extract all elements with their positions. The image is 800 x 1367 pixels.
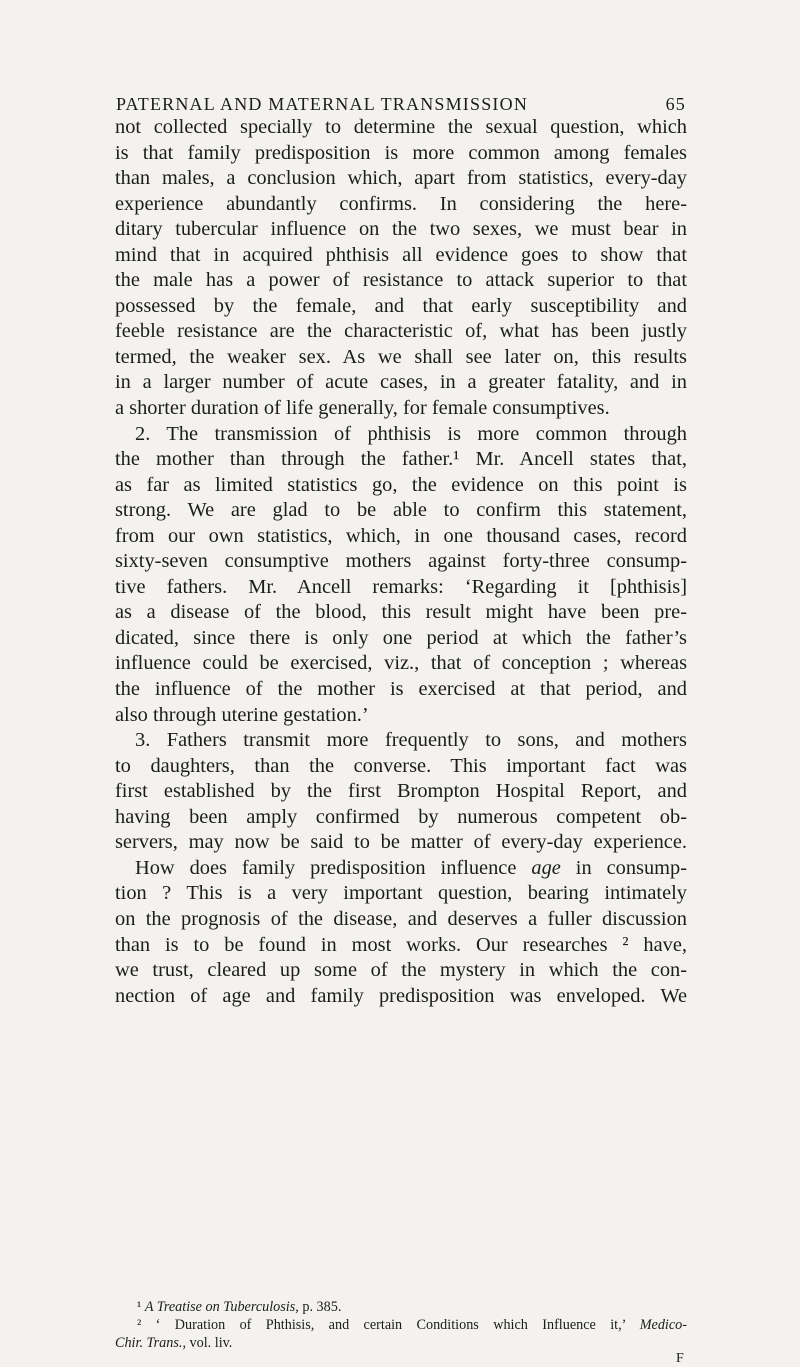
footnotes: [115, 1298, 687, 1352]
text-line: from our own statistics, which, in one thousand cases, record: [115, 524, 687, 547]
footnote-marker: ¹: [137, 1299, 142, 1315]
text-line: [115, 856, 687, 882]
text-line: than is to be found in most works. Our researches ² have,: [115, 933, 687, 956]
footnote-2-continued: [115, 1334, 687, 1352]
text-line: a shorter duration of life generally, for female consumptives.: [115, 397, 610, 420]
text-line: on the prognosis of the disease, and deserves a fuller discussion: [115, 907, 687, 930]
footnote-title: A Treatise on Tuberculosis: [144, 1299, 296, 1315]
text-line: dicated, since there is only one period at which the father’s: [115, 626, 687, 649]
text-line: the male has a power of resistance to attack superior to that: [115, 269, 687, 292]
footnote-1: [115, 1298, 687, 1316]
text-line: not collected specially to determine the sexual question, which: [115, 116, 687, 138]
text-line: sixty-seven consumptive mothers against forty-three consump-: [115, 550, 687, 573]
text-line: to daughters, than the converse. This important fact was: [115, 754, 687, 777]
text-line: also through uterine gestation.’: [115, 703, 369, 726]
text-line: mind that in acquired phthisis all evidence goes to show that: [115, 243, 687, 266]
text-line: experience abundantly confirms. In considering the here-: [115, 192, 687, 215]
text-line: termed, the weaker sex. As we shall see later on, this results: [115, 345, 687, 368]
text-line-part: in consump-: [575, 856, 687, 879]
text-line: tive fathers. Mr. Ancell remarks: ‘Regarding it [phthisis]: [115, 575, 687, 598]
text-line: tion ? This is a very important question, bearing intimately: [115, 882, 687, 905]
italic-word-age: age: [531, 856, 561, 879]
footnote-2: [115, 1316, 687, 1334]
text-line: influence could be exercised, viz., that of conception ; whereas: [115, 652, 687, 675]
text-line: nection of age and family predisposition was enveloped. We: [115, 984, 687, 1007]
footnote-text: ‘ Duration of Phthisis, and certain Conditions which Influence it,’: [155, 1317, 626, 1333]
text-line: than males, a conclusion which, apart from statistics, every-day: [115, 167, 687, 190]
text-line: ditary tubercular influence on the two sexes, we must bear in: [115, 218, 687, 241]
text-line: we trust, cleared up some of the mystery in which the con-: [115, 959, 687, 982]
text-line: as far as limited statistics go, the evidence on this point is: [115, 473, 687, 496]
text-line: the influence of the mother is exercised at that period, and: [115, 678, 687, 701]
running-title: PATERNAL AND MATERNAL TRANSMISSION: [116, 94, 529, 114]
text-line: feeble resistance are the characteristic of, what has been justly: [115, 320, 687, 343]
text-line: is that family predisposition is more common among females: [115, 141, 687, 164]
body-text: [115, 115, 687, 1009]
footnote-marker: ²: [137, 1317, 142, 1333]
footnote-journal: Medico-: [639, 1317, 687, 1333]
signature-mark: F: [676, 1351, 684, 1366]
text-line: 3. Fathers transmit more frequently to sons, and mothers: [135, 729, 687, 752]
footnote-text: , p. 385.: [295, 1299, 342, 1315]
text-line: in a larger number of acute cases, in a greater fatality, and in: [115, 371, 687, 394]
footnote-journal: Chir. Trans.: [115, 1335, 183, 1351]
text-line: first established by the first Brompton Hospital Report, and: [115, 780, 687, 803]
text-line: as a disease of the blood, this result might have been pre-: [115, 601, 687, 624]
text-line: possessed by the female, and that early susceptibility and: [115, 294, 687, 317]
footnote-text: , vol. liv.: [182, 1335, 233, 1351]
text-line: 2. The transmission of phthisis is more common through: [135, 422, 687, 445]
page-number: 65: [665, 94, 686, 114]
text-line: the mother than through the father.¹ Mr. Ancell states that,: [115, 448, 687, 471]
text-line: having been amply confirmed by numerous competent ob-: [115, 805, 687, 828]
text-line: strong. We are glad to be able to confirm this statement,: [115, 499, 687, 522]
text-line: servers, may now be said to be matter of every-day experience.: [115, 831, 687, 854]
text-line-part: How does family predisposition influence: [135, 856, 517, 879]
